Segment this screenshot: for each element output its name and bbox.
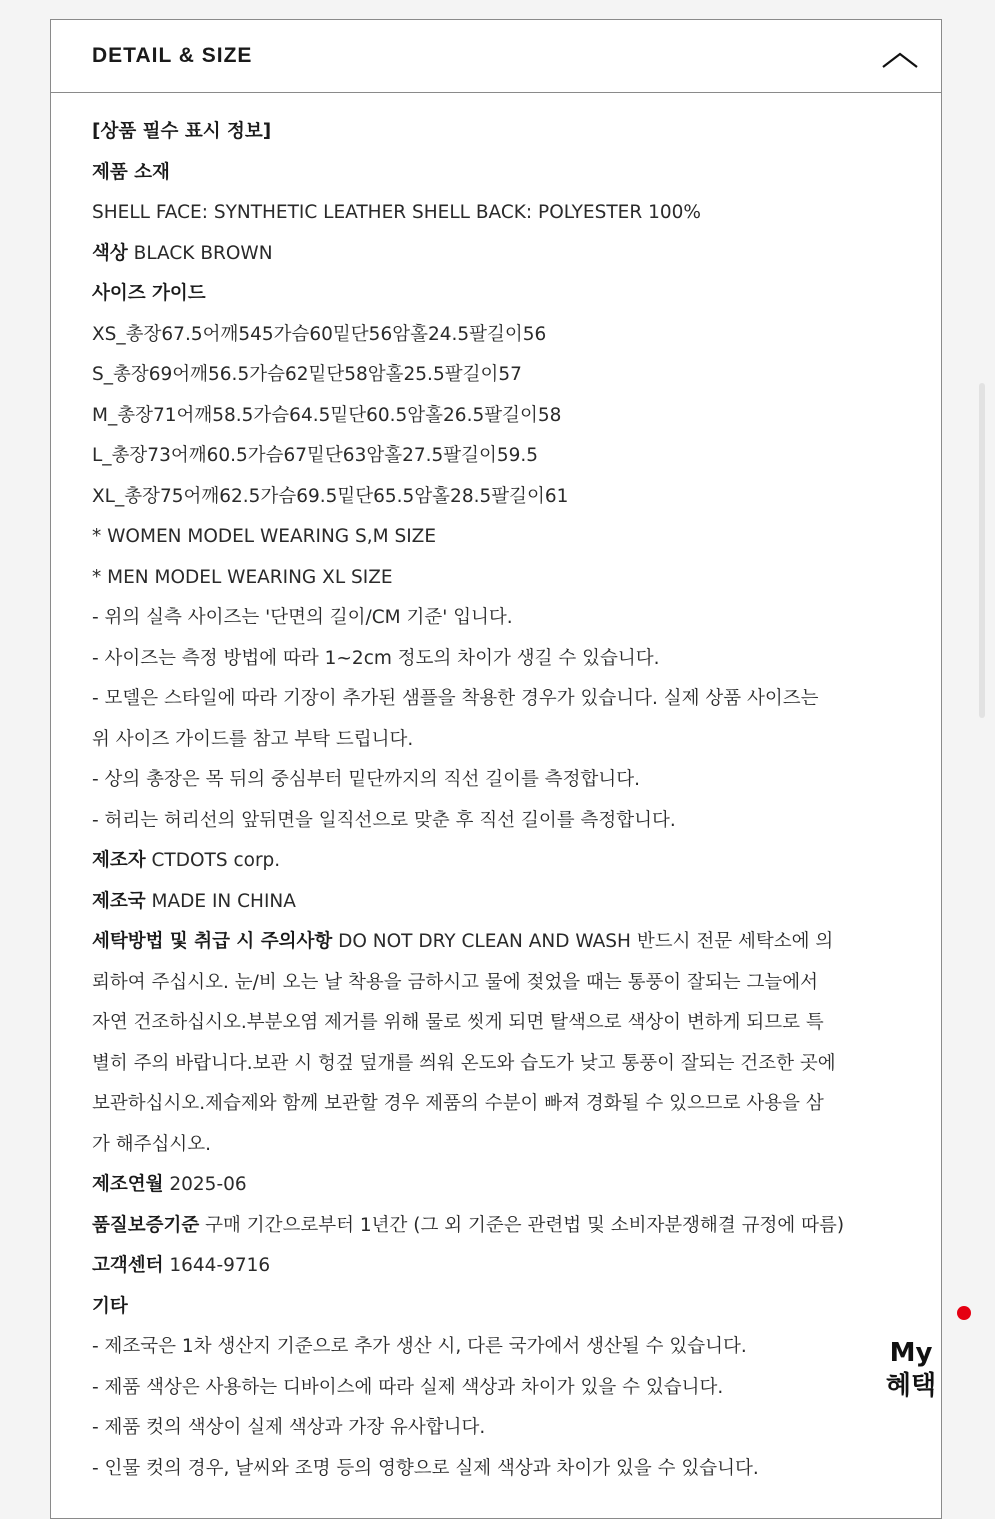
size-note: - 상의 총장은 목 뒤의 중심부터 밑단까지의 직선 길이를 측정합니다.	[92, 769, 641, 790]
country-row: 제조국 MADE IN CHINA	[92, 890, 296, 912]
size-row: XL_총장75어깨62.5가슴69.5밑단65.5암홀28.5팔길이61	[92, 485, 569, 507]
care-line: 가 해주십시오.	[92, 1133, 211, 1155]
etc-note: - 제조국은 1차 생산지 기준으로 추가 생산 시, 다른 국가에서 생산될 수 있습니다.	[92, 1336, 747, 1357]
size-note: - 모델은 스타일에 따라 기장이 추가된 샘플을 착용한 경우가 있습니다. 실제 상품 사이즈는	[92, 688, 819, 709]
warranty-row: 품질보증기준 구매 기간으로부터 1년간 (그 외 기준은 관련법 및 소비자분쟁해결 규정에 따름)	[92, 1214, 845, 1236]
scrollbar[interactable]	[979, 383, 985, 718]
size-row: XS_총장67.5어깨545가슴60밑단56암홀24.5팔길이56	[92, 323, 547, 345]
manufacturer-row: 제조자 CTDOTS corp.	[92, 850, 281, 871]
notification-dot	[957, 1306, 971, 1320]
size-row: L_총장73어깨60.5가슴67밑단63암홀27.5팔길이59.5	[92, 445, 539, 466]
etc-note: - 제품 색상은 사용하는 디바이스에 따라 실제 색상과 차이가 있을 수 있습니다.	[92, 1376, 724, 1398]
care-line: 뢰하여 주십시오. 눈/비 오는 날 착용을 금하시고 물에 젖었을 때는 통풍이 잘되는 그늘에서	[92, 971, 819, 993]
model-note: * MEN MODEL WEARING XL SIZE	[92, 566, 393, 588]
detail-size-header[interactable]	[51, 20, 941, 93]
my-benefit-line2: 혜택	[885, 1371, 937, 1401]
color-row: 색상 BLACK BROWN	[92, 242, 273, 264]
care-line: 별히 주의 바랍니다.보관 시 헝겊 덮개를 씌워 온도와 습도가 낮고 통풍이 잘되는 건조한 곳에	[92, 1052, 836, 1074]
model-note: * WOMEN MODEL WEARING S,M SIZE	[92, 526, 437, 547]
section-title: DETAIL & SIZE	[92, 44, 253, 67]
size-note: - 허리는 허리선의 앞뒤면을 일직선으로 맞춘 후 직선 길이를 측정합니다.	[92, 809, 676, 831]
date-row: 제조연월 2025-06	[92, 1174, 247, 1195]
care-line: 자연 건조하십시오.부분오염 제거를 위해 물로 씻게 되면 탈색으로 색상이 변하게 되므로 특	[92, 1012, 824, 1033]
size-row: M_총장71어깨58.5가슴64.5밑단60.5암홀26.5팔길이58	[92, 404, 562, 426]
my-benefit-button[interactable]	[880, 1337, 942, 1403]
size-guide-label: 사이즈 가이드	[92, 283, 206, 304]
info-heading: [상품 필수 표시 정보]	[92, 121, 272, 142]
material-label: 제품 소재	[92, 161, 170, 183]
size-note: - 위의 실측 사이즈는 '단면의 길이/CM 기준' 입니다.	[92, 607, 513, 628]
detail-size-panel	[50, 19, 942, 1519]
care-row: 세탁방법 및 취급 시 주의사항 DO NOT DRY CLEAN AND WASH 반드시 전문 세탁소에 의	[92, 931, 834, 952]
care-line: 보관하십시오.제습제와 함께 보관할 경우 제품의 수분이 빠져 경화될 수 있으므로 사용을 삼	[92, 1093, 824, 1114]
etc-label: 기타	[92, 1295, 128, 1317]
chevron-up-icon[interactable]	[881, 50, 919, 70]
size-row: S_총장69어깨56.5가슴62밑단58암홀25.5팔길이57	[92, 364, 522, 385]
size-note: - 사이즈는 측정 방법에 따라 1~2cm 정도의 차이가 생길 수 있습니다.	[92, 647, 660, 669]
my-benefit-line1: My	[889, 1338, 933, 1368]
etc-note: - 제품 컷의 색상이 실제 색상과 가장 유사합니다.	[92, 1417, 486, 1438]
material-value: SHELL FACE: SYNTHETIC LEATHER SHELL BACK: POLYESTER 100%	[92, 202, 701, 223]
detail-content	[92, 112, 922, 1489]
size-note: 위 사이즈 가이드를 참고 부탁 드립니다.	[92, 728, 414, 750]
etc-note: - 인물 컷의 경우, 날씨와 조명 등의 영향으로 실제 색상과 차이가 있을 수 있습니다.	[92, 1457, 759, 1479]
service-row: 고객센터 1644-9716	[92, 1255, 271, 1276]
